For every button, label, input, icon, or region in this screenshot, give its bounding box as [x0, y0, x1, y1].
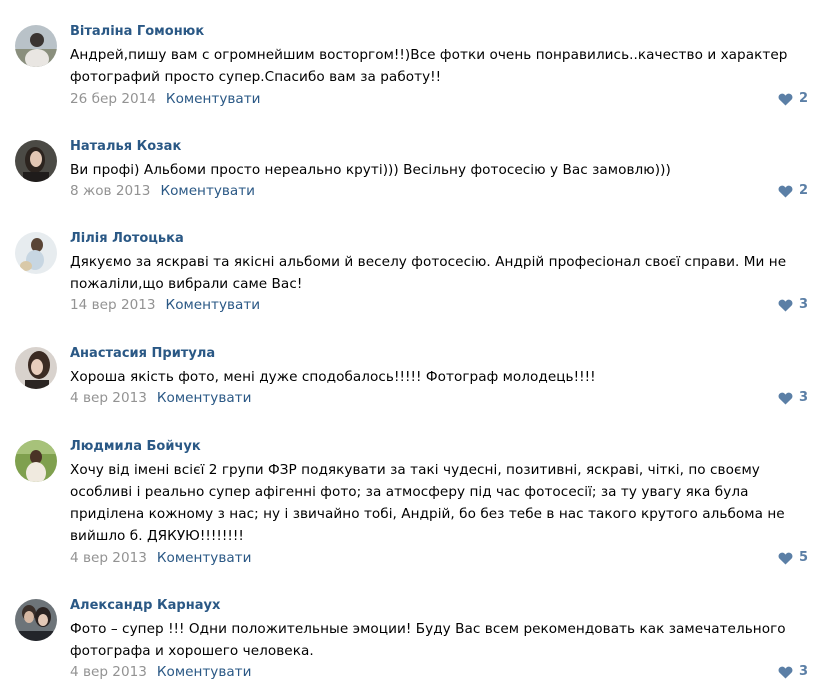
comment-author[interactable]: Анастасия Притула [70, 346, 216, 361]
like-count: 5 [798, 550, 808, 565]
comment-meta [70, 296, 260, 314]
like-button[interactable] [778, 182, 808, 200]
avatar[interactable] [15, 599, 57, 641]
like-count: 3 [798, 390, 808, 405]
like-button[interactable] [778, 90, 808, 108]
comment-text: Дякуємо за яскраві та якісні альбоми й веселу фотосесію. Андрій професіонал своєї справи. Ми не пожаліли,що вибрали саме Вас! [70, 254, 787, 292]
like-count: 3 [798, 297, 808, 312]
comment-author[interactable]: Наталья Козак [70, 139, 182, 154]
like-count: 2 [798, 183, 808, 198]
comment-meta [70, 389, 251, 407]
avatar[interactable] [15, 140, 57, 182]
reply-link[interactable]: Коментувати [165, 297, 261, 313]
comment-meta [70, 182, 255, 200]
reply-link[interactable]: Коментувати [160, 183, 256, 199]
comment-author[interactable]: Віталіна Гомонюк [70, 24, 205, 39]
comment-date[interactable]: 4 вер 2013 [70, 390, 147, 406]
reply-link[interactable]: Коментувати [165, 91, 261, 107]
comment-text: Фото – супер !!! Одни положительные эмоции! Буду Вас всем рекомендовать как замечательного фотографа и хорошего человека. [70, 621, 786, 659]
like-button[interactable] [778, 549, 808, 567]
comment-author[interactable]: Александр Карнаух [70, 598, 221, 613]
reply-link[interactable]: Коментувати [156, 664, 252, 680]
comment-text: Хочу від імені всієї 2 групи ФЗР подякувати за такі чудесні, позитивні, яскраві, чіткі, по своєму особливі і реально супер афігенні фото; за атмосферу під час фотосесії; за ту увагу яка була приділена кожному з нас; ну і звичайно тобі, Андрій, бо без тебе в нас такого крутого альбома не вийшло б. ДЯКУЮ!!!!!!!! [70, 462, 785, 544]
comment-date[interactable]: 4 вер 2013 [70, 550, 147, 566]
comment-meta [70, 663, 251, 681]
comment-date[interactable]: 4 вер 2013 [70, 664, 147, 680]
like-count: 3 [798, 664, 808, 679]
comment-author[interactable]: Людмила Бойчук [70, 439, 201, 454]
like-button[interactable] [778, 296, 808, 314]
comment-date[interactable]: 26 бер 2014 [70, 91, 156, 107]
comment-author[interactable]: Лілія Лотоцька [70, 231, 184, 246]
heart-icon [778, 93, 793, 106]
comment-date[interactable]: 14 вер 2013 [70, 297, 156, 313]
avatar[interactable] [15, 25, 57, 67]
reply-link[interactable]: Коментувати [156, 550, 252, 566]
comment-text: Хороша якість фото, мені дуже сподобалось!!!!! Фотограф молодець!!!! [70, 369, 596, 385]
comment-date[interactable]: 8 жов 2013 [70, 183, 151, 199]
comment-meta [70, 90, 260, 108]
heart-icon [778, 299, 793, 312]
avatar[interactable] [15, 440, 57, 482]
reply-link[interactable]: Коментувати [156, 390, 252, 406]
heart-icon [778, 185, 793, 198]
comment-text: Андрей,пишу вам с огромнейшим восторгом!!)Все фотки очень понравились..качество и характер фотографий просто супер.Спасибо вам за работу!! [70, 47, 788, 85]
avatar[interactable] [15, 347, 57, 389]
avatar[interactable] [15, 232, 57, 274]
comment-meta [70, 549, 251, 567]
heart-icon [778, 666, 793, 679]
heart-icon [778, 392, 793, 405]
like-button[interactable] [778, 389, 808, 407]
like-button[interactable] [778, 663, 808, 681]
like-count: 2 [798, 91, 808, 106]
comment-text: Ви профі) Альбоми просто нереально круті))) Весільну фотосесію у Вас замовлю))) [70, 162, 671, 178]
heart-icon [778, 552, 793, 565]
